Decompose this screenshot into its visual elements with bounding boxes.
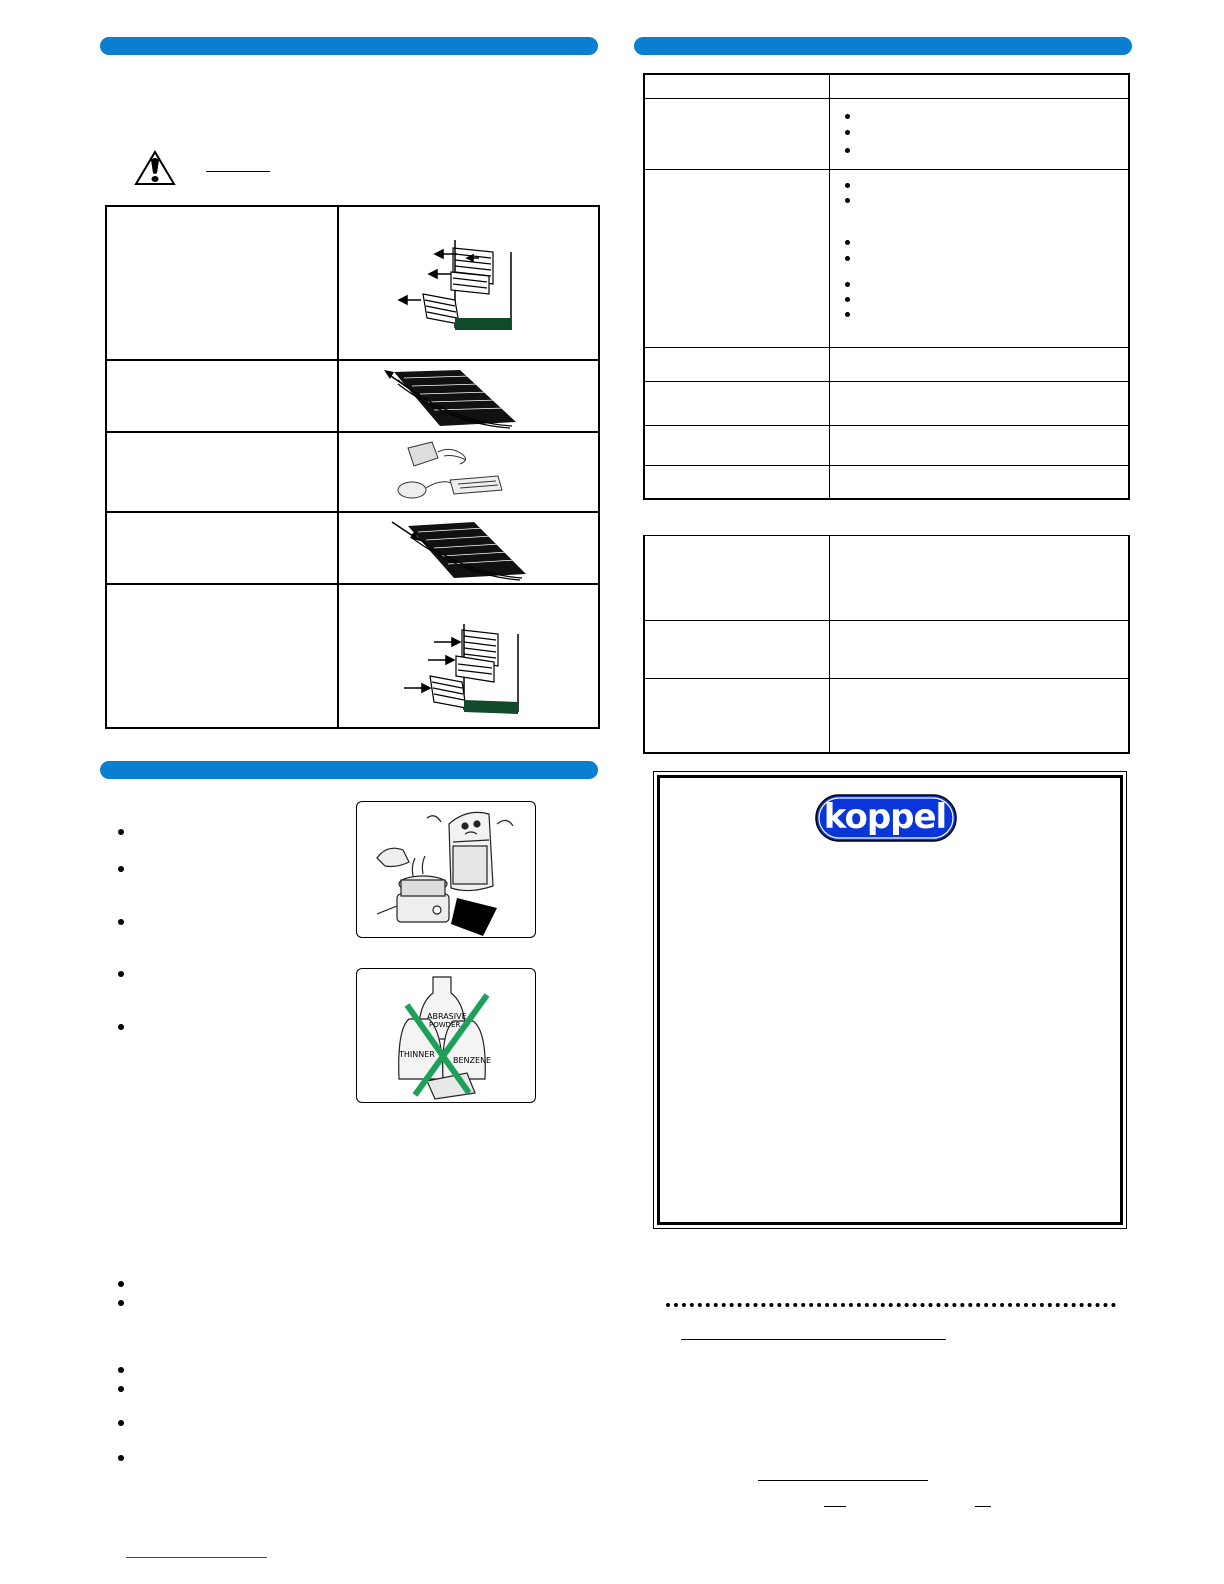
list-bullet — [118, 1024, 124, 1030]
list-bullet — [118, 1420, 124, 1426]
table-row-divider — [643, 465, 1130, 466]
list-bullet — [118, 971, 124, 977]
form-field-underline[interactable] — [824, 1506, 846, 1507]
table-border-bottom — [643, 498, 1130, 500]
table-row-divider — [643, 425, 1130, 426]
table-border-bottom — [105, 727, 599, 729]
tray-lift-icon — [380, 364, 530, 435]
cut-line — [666, 1303, 1116, 1307]
warning-triangle-icon — [134, 150, 176, 191]
table-border-bottom — [643, 752, 1130, 754]
list-bullet — [118, 1300, 124, 1306]
hot-water-icon — [356, 801, 536, 938]
list-bullet — [118, 1281, 124, 1287]
koppel-logo — [815, 794, 957, 842]
table-border-left — [643, 535, 645, 754]
drawers-removal-icon — [395, 238, 525, 339]
table-column-divider — [829, 73, 830, 500]
tray-insert-icon — [388, 516, 532, 587]
table-bullet — [845, 130, 850, 135]
section-bar-troubleshooting — [634, 37, 1132, 55]
section-bar-care — [100, 761, 598, 779]
table-border-right — [598, 205, 600, 729]
drawers-insert-icon — [400, 622, 524, 723]
table-row-divider — [643, 620, 1130, 621]
logo-text: koppel — [823, 797, 947, 837]
table-row-divider — [643, 169, 1130, 170]
list-bullet — [118, 919, 124, 925]
table-row-divider — [643, 347, 1130, 348]
table-bullet — [845, 256, 850, 261]
table-border-right — [1128, 535, 1130, 754]
warning-heading — [206, 162, 270, 172]
table-bullet — [845, 198, 850, 203]
bottle-label-abrasive: ABRASIVE — [427, 1012, 467, 1021]
table-row-divider — [105, 511, 599, 513]
bottle-label-powder: POWDER — [429, 1021, 461, 1029]
table-header-divider — [643, 98, 1130, 99]
table-bullet — [845, 282, 850, 287]
warranty-card-inner-frame — [657, 775, 1123, 1225]
form-field-underline[interactable] — [975, 1506, 991, 1507]
section-bar-defrost — [100, 37, 598, 55]
footer-link-underline[interactable] — [126, 1557, 267, 1558]
table-border-left — [643, 73, 645, 500]
table-bullet — [845, 148, 850, 153]
bottle-label-thinner: THINNER — [399, 1050, 435, 1059]
list-bullet — [118, 1367, 124, 1373]
table-column-divider — [829, 535, 830, 754]
list-bullet — [118, 866, 124, 872]
table-border-top — [105, 205, 599, 207]
table-border-right — [1128, 73, 1130, 500]
table-border-left — [105, 205, 107, 729]
table-bullet — [845, 183, 850, 188]
table-row-divider — [643, 678, 1130, 679]
cleaning-icon — [392, 438, 504, 507]
form-field-underline[interactable] — [758, 1480, 928, 1481]
bottle-label-benzene: BENZENE — [453, 1056, 492, 1065]
table-bullet — [845, 312, 850, 317]
list-bullet — [118, 829, 124, 835]
table-border-top — [643, 535, 1130, 536]
list-bullet — [118, 1386, 124, 1392]
table-bullet — [845, 114, 850, 119]
table-row-divider — [643, 381, 1130, 382]
no-solvents-icon — [356, 968, 536, 1103]
table-column-divider — [337, 205, 339, 729]
form-field-underline[interactable] — [681, 1339, 946, 1340]
table-bullet — [845, 297, 850, 302]
table-row-divider — [105, 359, 599, 361]
table-bullet — [845, 240, 850, 245]
table-border-top — [643, 73, 1130, 75]
list-bullet — [118, 1455, 124, 1461]
